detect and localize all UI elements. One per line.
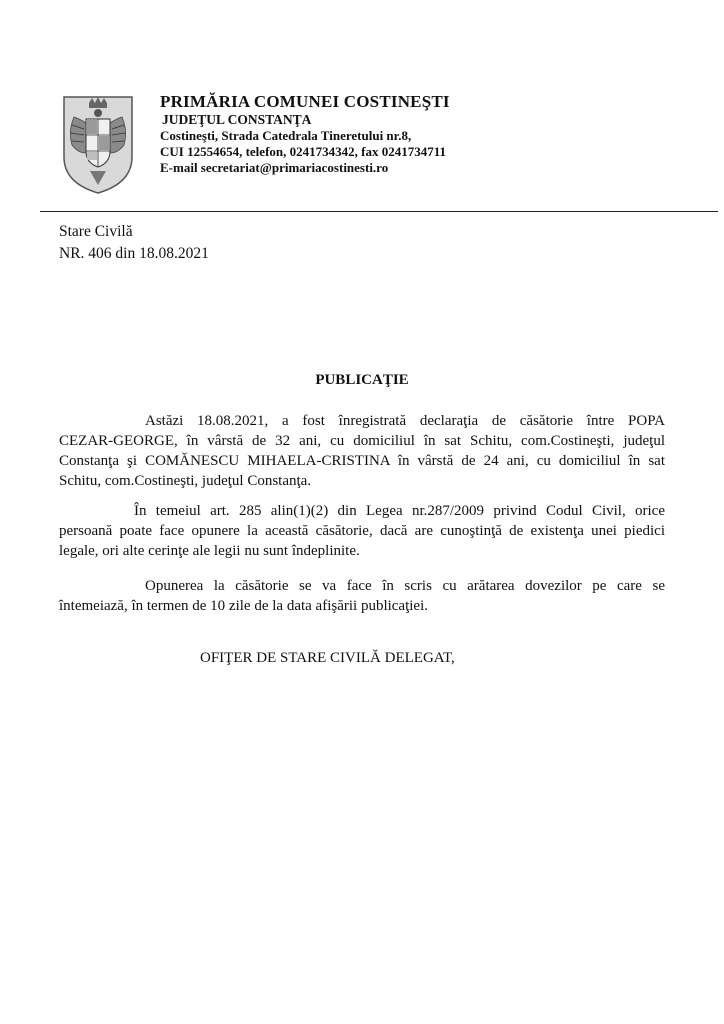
paragraph-line: întemeiază, în termen de 10 zile de la data afişării publicaţiei. — [59, 598, 429, 614]
header-divider — [40, 211, 718, 212]
address-line: Costineşti, Strada Catedrala Tineretului nr.8, — [160, 128, 412, 143]
paragraph-line: Schitu, com.Costineşti, judeţul Constanţa. — [59, 473, 312, 489]
registry-number: NR. 406 din 18.08.2021 — [59, 245, 209, 262]
paragraph-line: Astăzi 18.08.2021, a fost înregistrată declaraţia de căsătorie între POPA — [145, 413, 665, 429]
email-line: E-mail secretariat@primariacostinesti.ro — [160, 160, 389, 175]
signature-line: OFIŢER DE STARE CIVILĂ DELEGAT, — [200, 650, 455, 666]
department-label: Stare Civilă — [59, 223, 133, 240]
paragraph-legal-basis — [59, 501, 665, 561]
paragraph-opposition — [59, 576, 665, 616]
paragraph-line: persoană poate face opunere la această căsătorie, dacă are cunoştinţă de existenţa unei piedici — [59, 523, 665, 539]
institution-title: PRIMĂRIA COMUNEI COSTINEŞTI — [160, 92, 450, 111]
county-name: JUDEŢUL CONSTANŢA — [162, 112, 312, 127]
paragraph-line: legale, ori alte cerinţe ale legii nu sunt îndeplinite. — [59, 543, 360, 559]
paragraph-line: CEZAR-GEORGE, în vârstă de 32 ani, cu domiciliul în sat Schitu, com.Costineşti, judeţul — [59, 433, 665, 449]
romanian-coat-of-arms-icon — [62, 95, 134, 195]
registry-reference — [59, 221, 209, 265]
contact-line: CUI 12554654, telefon, 0241734342, fax 0241734711 — [160, 144, 446, 159]
paragraph-declaration — [59, 411, 665, 491]
document-title: PUBLICAŢIE — [315, 372, 409, 388]
paragraph-line: În temeiul art. 285 alin(1)(2) din Legea nr.287/2009 privind Codul Civil, orice — [134, 503, 665, 519]
paragraph-line: Opunerea la căsătorie se va face în scris cu arătarea dovezilor pe care se — [145, 578, 665, 594]
paragraph-line: Constanţa şi COMĂNESCU MIHAELA-CRISTINA în vârstă de 24 ani, cu domiciliul în sat — [59, 453, 665, 469]
letterhead — [160, 92, 450, 176]
